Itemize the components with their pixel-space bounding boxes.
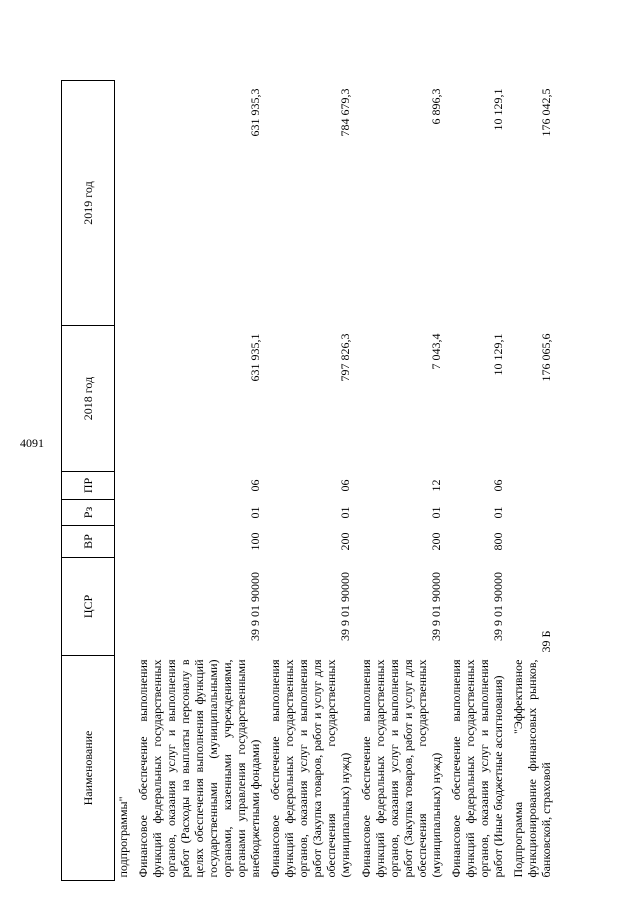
row-2018: 797 826,3 bbox=[338, 333, 353, 382]
table-row bbox=[355, 81, 445, 881]
row-rz: 01 bbox=[428, 506, 443, 519]
row-pr bbox=[115, 472, 133, 500]
table-row bbox=[115, 81, 133, 881]
row-2019: 784 679,3 bbox=[338, 88, 353, 137]
row-2019 bbox=[115, 81, 133, 326]
row-vr: 200 bbox=[428, 532, 443, 551]
budget-table bbox=[61, 80, 555, 881]
row-2018: 176 065,6 bbox=[538, 333, 553, 382]
row-rz: 01 bbox=[490, 506, 505, 519]
table-row bbox=[264, 81, 354, 881]
row-csr: 39 9 01 90000 bbox=[248, 572, 263, 641]
row-rz bbox=[115, 500, 133, 526]
header-pr: ПР bbox=[62, 472, 115, 500]
table-row bbox=[445, 81, 507, 881]
row-vr: 800 bbox=[490, 532, 505, 551]
row-pr: 12 bbox=[428, 479, 443, 492]
row-name: Финансовое обеспечение выполнения функций федеральных государственных органов, оказания услуг и выполнения работ (Расходы на выплаты персоналу в целях обеспечения выполнения функций государственными (муниципальными) органами, казенными учреждениями, органами управления государственными внебюджетными фондами) bbox=[136, 659, 263, 878]
row-2018 bbox=[115, 326, 133, 472]
header-csr: ЦСР bbox=[62, 558, 115, 656]
row-csr: 39 Б bbox=[538, 630, 553, 653]
row-2018: 7 043,4 bbox=[428, 333, 443, 370]
header-rz: Рз bbox=[62, 500, 115, 526]
table-row bbox=[507, 81, 555, 881]
row-2019: 176 042,5 bbox=[538, 88, 553, 137]
table-header-row bbox=[62, 81, 115, 881]
row-pr: 06 bbox=[490, 479, 505, 492]
row-rz: 01 bbox=[248, 506, 263, 519]
row-name: Подпрограмма "Эффективное функционирование финансовых рынков, банковской, страховой bbox=[510, 659, 553, 878]
row-name: Финансовое обеспечение выполнения функций федеральных государственных органов, оказания услуг и выполнения работ (Иные бюджетные ассигнования) bbox=[448, 659, 505, 878]
row-2019: 631 935,3 bbox=[248, 88, 263, 137]
row-2018: 10 129,1 bbox=[490, 333, 505, 376]
row-rz: 01 bbox=[338, 506, 353, 519]
row-2019: 10 129,1 bbox=[490, 88, 505, 131]
table-row bbox=[132, 81, 264, 881]
row-vr: 200 bbox=[338, 532, 353, 551]
row-rz bbox=[507, 500, 555, 526]
header-2019: 2019 год bbox=[62, 81, 115, 326]
row-name: Финансовое обеспечение выполнения функций федеральных государственных органов, оказания услуг и выполнения работ (Закупка товаров, работ и услуг для обеспечения государственных (муниципальных) нужд) bbox=[358, 659, 443, 878]
row-csr: 39 9 01 90000 bbox=[428, 572, 443, 641]
row-name: Финансовое обеспечение выполнения функций федеральных государственных органов, оказания услуг и выполнения работ (Закупка товаров, работ и услуг для обеспечения государственных (муниципальных) нужд) bbox=[268, 659, 353, 878]
row-csr bbox=[115, 558, 133, 656]
row-pr bbox=[507, 472, 555, 500]
rotated-page bbox=[0, 68, 640, 898]
row-pr: 06 bbox=[248, 479, 263, 492]
header-vr: ВР bbox=[62, 526, 115, 558]
row-name: подпрограммы" bbox=[116, 796, 130, 878]
row-vr bbox=[115, 526, 133, 558]
row-csr: 39 9 01 90000 bbox=[338, 572, 353, 641]
header-2018: 2018 год bbox=[62, 326, 115, 472]
row-vr: 100 bbox=[248, 532, 263, 551]
row-csr: 39 9 01 90000 bbox=[490, 572, 505, 641]
row-pr: 06 bbox=[338, 479, 353, 492]
row-2018: 631 935,1 bbox=[248, 333, 263, 382]
header-name: Наименование bbox=[62, 656, 115, 881]
row-2019: 6 896,3 bbox=[428, 88, 443, 125]
page-number: 4091 bbox=[20, 436, 44, 450]
row-vr bbox=[507, 526, 555, 558]
